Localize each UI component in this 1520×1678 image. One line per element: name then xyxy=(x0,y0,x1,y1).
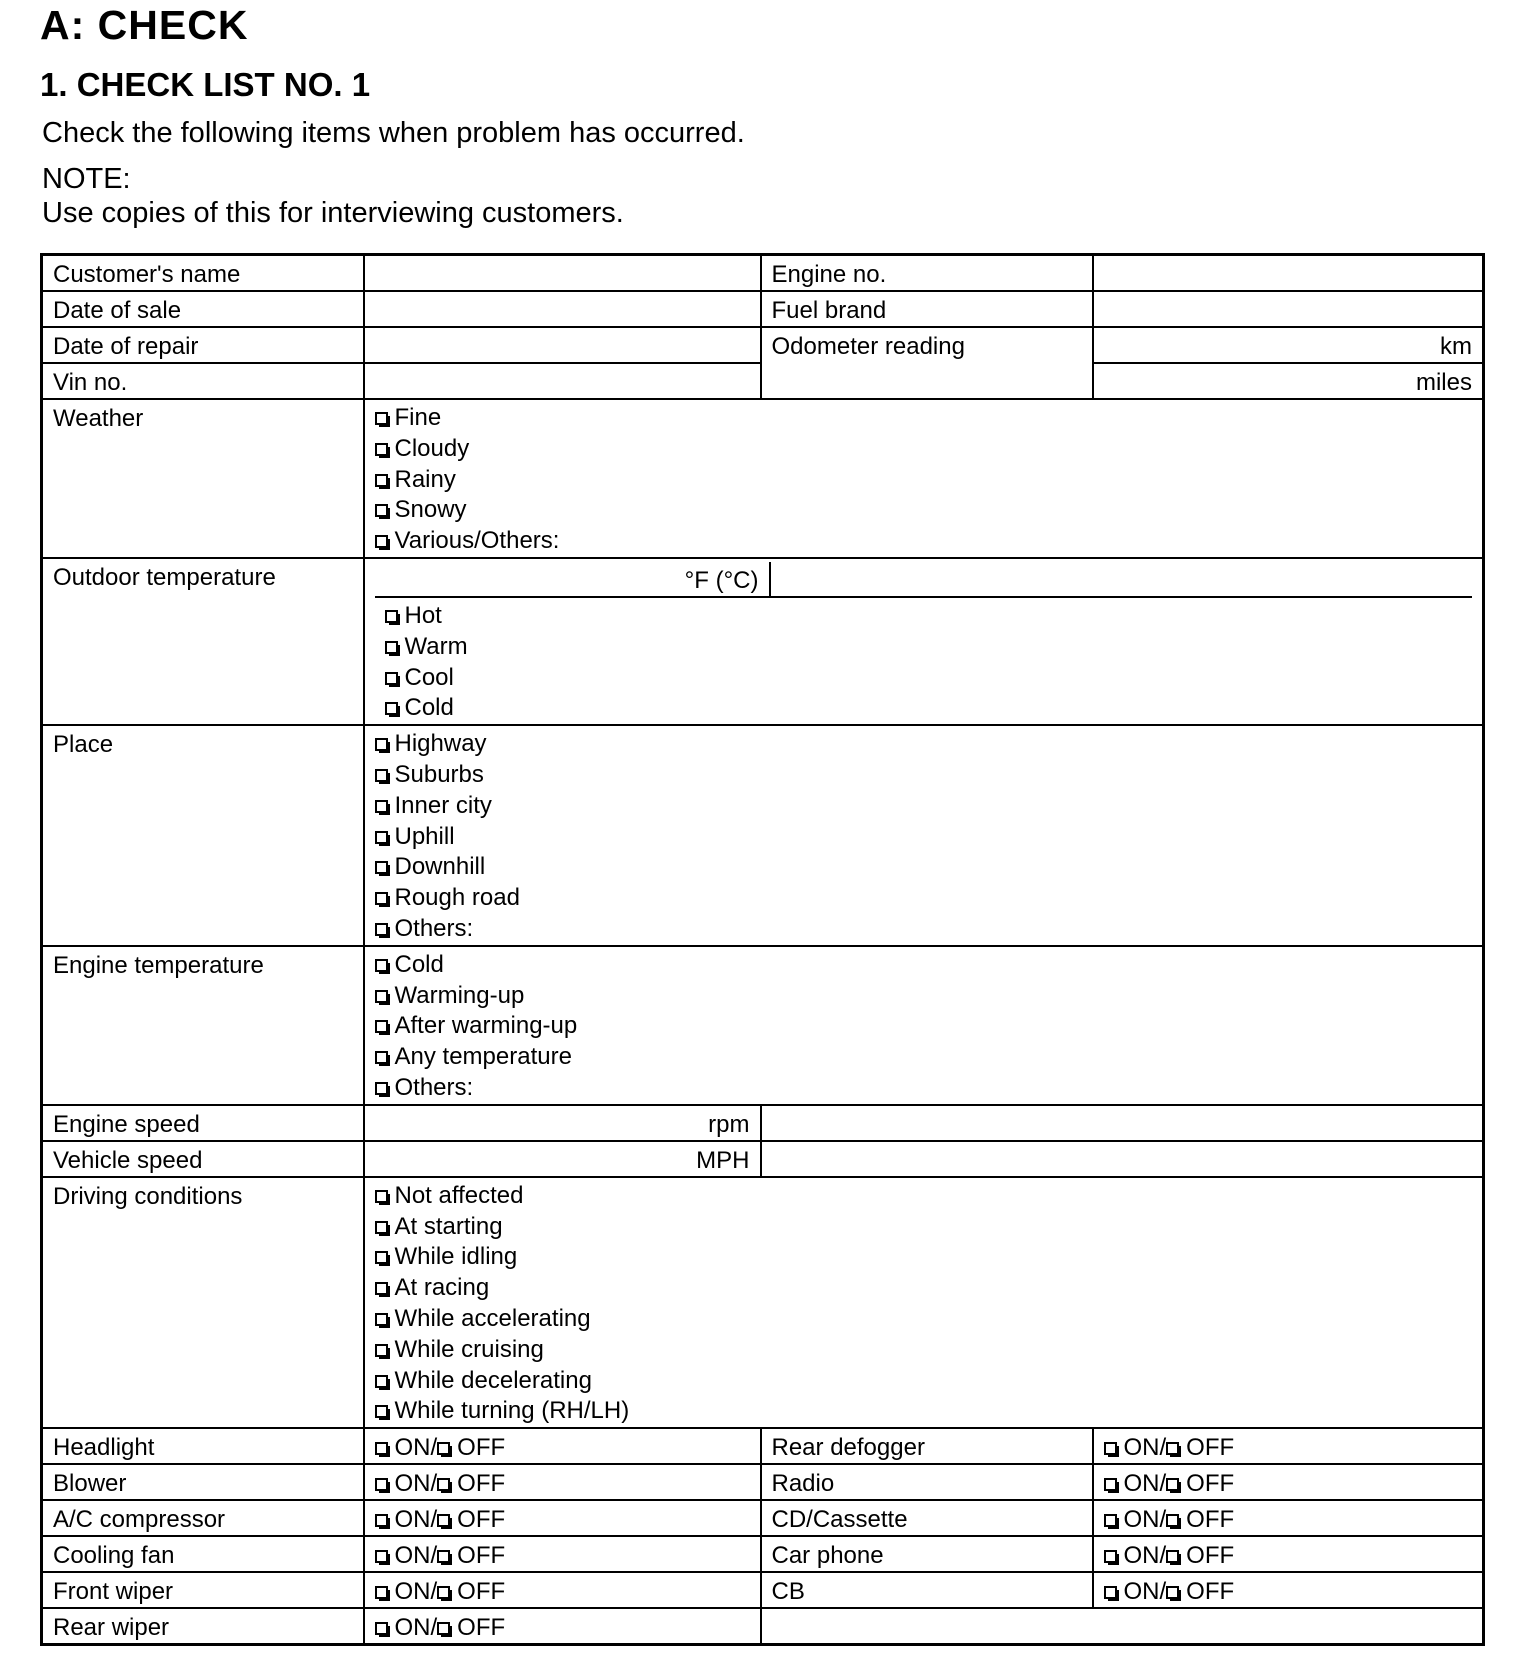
checkbox-icon[interactable] xyxy=(375,1344,388,1357)
option-label: Fine xyxy=(394,404,442,431)
checkbox-icon[interactable] xyxy=(375,769,388,782)
radio-label: Radio xyxy=(761,1464,1093,1500)
option-label: While accelerating xyxy=(394,1304,591,1332)
weather-options xyxy=(364,399,1484,558)
place-option[interactable] xyxy=(375,791,1473,822)
option-label: At racing xyxy=(394,1274,490,1302)
outdoor-temperature-blank xyxy=(770,562,1473,597)
option-label: Cold xyxy=(394,950,444,978)
vehicle-speed-label: Vehicle speed xyxy=(42,1141,364,1177)
off-label: OFF xyxy=(457,1470,506,1498)
option-label: At starting xyxy=(394,1212,503,1240)
driving-condition-option[interactable] xyxy=(375,1396,1473,1427)
checkbox-icon[interactable] xyxy=(375,892,388,905)
option-label: After warming-up xyxy=(394,1012,578,1040)
note-text: Use copies of this for interviewing customers. xyxy=(42,197,624,229)
vin-no-field[interactable] xyxy=(364,363,761,399)
on-label: ON/ xyxy=(394,1434,438,1462)
engine-temperature-option[interactable] xyxy=(375,1073,1473,1104)
on-checkbox-icon[interactable] xyxy=(375,1550,388,1563)
on-checkbox-icon[interactable] xyxy=(1104,1514,1117,1527)
checkbox-icon[interactable] xyxy=(375,1051,388,1064)
form-row-vehicle-speed xyxy=(42,1141,1484,1177)
engine-temperature-label: Engine temperature xyxy=(42,946,364,1105)
place-options xyxy=(364,725,1484,946)
vin-no-label: Vin no. xyxy=(42,363,364,399)
outdoor-temperature-options xyxy=(375,597,1473,724)
on-label: ON/ xyxy=(1123,1578,1167,1606)
checkbox-icon[interactable] xyxy=(375,738,388,751)
on-checkbox-icon[interactable] xyxy=(375,1514,388,1527)
checkbox-icon[interactable] xyxy=(375,959,388,972)
rear-wiper-on-off xyxy=(364,1608,761,1645)
option-label: Others: xyxy=(394,914,474,942)
driving-condition-option[interactable] xyxy=(375,1212,1473,1243)
driving-condition-option[interactable] xyxy=(375,1304,1473,1335)
weather-option[interactable] xyxy=(375,403,1473,434)
option-label: Cloudy xyxy=(394,434,470,462)
off-label: OFF xyxy=(1186,1506,1235,1534)
checkbox-icon[interactable] xyxy=(375,861,388,874)
option-label: Warm xyxy=(404,632,468,660)
form-row-ac-compressor xyxy=(42,1500,1484,1536)
option-label: Downhill xyxy=(394,853,486,881)
off-label: OFF xyxy=(457,1578,506,1606)
option-label: While cruising xyxy=(394,1335,544,1363)
engine-speed-label: Engine speed xyxy=(42,1105,364,1141)
instructions-text: Check the following items when problem has occurred. xyxy=(42,117,745,149)
cooling-fan-on-off xyxy=(364,1536,761,1572)
checkbox-icon[interactable] xyxy=(375,1221,388,1234)
weather-option[interactable] xyxy=(375,465,1473,496)
option-label: Others: xyxy=(394,1073,474,1101)
odometer-km-field[interactable] xyxy=(1093,327,1484,363)
off-checkbox-icon[interactable] xyxy=(437,1478,450,1491)
off-checkbox-icon[interactable] xyxy=(437,1514,450,1527)
checkbox-icon[interactable] xyxy=(375,504,388,517)
option-label: Warming-up xyxy=(394,981,525,1009)
form-row-rear-wiper xyxy=(42,1608,1484,1645)
option-label: Inner city xyxy=(394,791,492,819)
form-row-engine-speed xyxy=(42,1105,1484,1141)
form-row-place xyxy=(42,725,1484,946)
rpm-unit: rpm xyxy=(708,1110,750,1138)
off-label: OFF xyxy=(457,1434,506,1462)
off-label: OFF xyxy=(457,1542,506,1570)
customer-name-label: Customer's name xyxy=(42,255,364,292)
option-label: Uphill xyxy=(394,822,455,850)
odometer-miles-field[interactable] xyxy=(1093,363,1484,399)
checkbox-icon[interactable] xyxy=(375,990,388,1003)
odometer-reading-label: Odometer reading xyxy=(761,327,1093,399)
off-label: OFF xyxy=(457,1614,506,1642)
cd-cassette-label: CD/Cassette xyxy=(761,1500,1093,1536)
checkbox-icon[interactable] xyxy=(375,474,388,487)
driving-condition-option[interactable] xyxy=(375,1335,1473,1366)
customer-name-field[interactable] xyxy=(364,255,761,292)
checkbox-icon[interactable] xyxy=(375,831,388,844)
checkbox-icon[interactable] xyxy=(375,1375,388,1388)
temperature-option[interactable] xyxy=(385,663,1463,694)
checkbox-icon[interactable] xyxy=(375,1082,388,1095)
off-label: OFF xyxy=(1186,1542,1235,1570)
option-label: Not affected xyxy=(394,1181,524,1209)
checkbox-icon[interactable] xyxy=(375,1313,388,1326)
ac-compressor-on-off xyxy=(364,1500,761,1536)
option-label: Any temperature xyxy=(394,1043,572,1071)
outdoor-temperature-subtable xyxy=(375,562,1473,724)
checkbox-icon[interactable] xyxy=(385,610,398,623)
temperature-option[interactable] xyxy=(385,601,1463,632)
cooling-fan-label: Cooling fan xyxy=(42,1536,364,1572)
blower-on-off xyxy=(364,1464,761,1500)
form-row-repair xyxy=(42,327,1484,363)
front-wiper-on-off xyxy=(364,1572,761,1608)
form-row-cooling-fan xyxy=(42,1536,1484,1572)
on-label: ON/ xyxy=(1123,1506,1167,1534)
form-row-front-wiper xyxy=(42,1572,1484,1608)
option-label: Various/Others: xyxy=(394,527,560,555)
option-label: Suburbs xyxy=(394,760,484,788)
place-option[interactable] xyxy=(375,883,1473,914)
check-list-form xyxy=(40,253,1485,1646)
rear-wiper-label: Rear wiper xyxy=(42,1608,364,1645)
on-checkbox-icon[interactable] xyxy=(375,1586,388,1599)
on-label: ON/ xyxy=(394,1470,438,1498)
cb-label: CB xyxy=(761,1572,1093,1608)
mph-unit: MPH xyxy=(696,1146,750,1174)
off-checkbox-icon[interactable] xyxy=(1166,1550,1179,1563)
weather-option[interactable] xyxy=(375,495,1473,526)
option-label: While turning (RH/LH) xyxy=(394,1397,630,1425)
driving-condition-option[interactable] xyxy=(375,1181,1473,1212)
rear-defogger-label: Rear defogger xyxy=(761,1428,1093,1464)
temperature-unit: °F (°C) xyxy=(684,566,759,594)
checkbox-icon[interactable] xyxy=(375,1282,388,1295)
form-row-blower xyxy=(42,1464,1484,1500)
date-of-sale-field[interactable] xyxy=(364,291,761,327)
date-of-repair-field[interactable] xyxy=(364,327,761,363)
place-option[interactable] xyxy=(375,852,1473,883)
off-checkbox-icon[interactable] xyxy=(1166,1442,1179,1455)
ac-compressor-label: A/C compressor xyxy=(42,1500,364,1536)
off-label: OFF xyxy=(457,1506,506,1534)
on-checkbox-icon[interactable] xyxy=(1104,1550,1117,1563)
on-checkbox-icon[interactable] xyxy=(1104,1478,1117,1491)
checkbox-icon[interactable] xyxy=(375,1251,388,1264)
checkbox-icon[interactable] xyxy=(385,672,398,685)
form-row-outdoor-temperature xyxy=(42,558,1484,725)
on-checkbox-icon[interactable] xyxy=(375,1442,388,1455)
driving-conditions-options xyxy=(364,1177,1484,1428)
checkbox-icon[interactable] xyxy=(375,1190,388,1203)
miles-unit: miles xyxy=(1415,369,1472,396)
place-option[interactable] xyxy=(375,760,1473,791)
option-label: Highway xyxy=(394,730,487,758)
off-checkbox-icon[interactable] xyxy=(437,1442,450,1455)
checkbox-icon[interactable] xyxy=(385,702,398,715)
off-checkbox-icon[interactable] xyxy=(1166,1478,1179,1491)
off-checkbox-icon[interactable] xyxy=(437,1622,450,1635)
option-label: While decelerating xyxy=(394,1366,592,1394)
on-label: ON/ xyxy=(1123,1434,1167,1462)
radio-on-off xyxy=(1093,1464,1484,1500)
form-row-customer xyxy=(42,255,1484,292)
vehicle-speed-field[interactable] xyxy=(364,1141,761,1177)
off-checkbox-icon[interactable] xyxy=(1166,1586,1179,1599)
place-label: Place xyxy=(42,725,364,946)
temperature-option[interactable] xyxy=(385,693,1463,724)
engine-temperature-option[interactable] xyxy=(375,1011,1473,1042)
engine-temperature-option[interactable] xyxy=(375,981,1473,1012)
on-label: ON/ xyxy=(394,1578,438,1606)
place-option[interactable] xyxy=(375,914,1473,945)
checkbox-icon[interactable] xyxy=(375,923,388,936)
engine-temperature-option[interactable] xyxy=(375,950,1473,981)
headlight-label: Headlight xyxy=(42,1428,364,1464)
off-checkbox-icon[interactable] xyxy=(437,1550,450,1563)
engine-temperature-option[interactable] xyxy=(375,1042,1473,1073)
option-label: Rough road xyxy=(394,884,520,912)
cb-on-off xyxy=(1093,1572,1484,1608)
on-label: ON/ xyxy=(1123,1470,1167,1498)
km-unit: km xyxy=(1440,333,1472,360)
on-label: ON/ xyxy=(394,1506,438,1534)
checkbox-icon[interactable] xyxy=(375,412,388,425)
place-option[interactable] xyxy=(375,729,1473,760)
headlight-on-off xyxy=(364,1428,761,1464)
outdoor-temperature-label: Outdoor temperature xyxy=(42,558,364,725)
temperature-option[interactable] xyxy=(385,632,1463,663)
vehicle-speed-blank xyxy=(761,1141,1484,1177)
front-wiper-label: Front wiper xyxy=(42,1572,364,1608)
checklist-title: 1. CHECK LIST NO. 1 xyxy=(40,66,371,103)
car-phone-on-off xyxy=(1093,1536,1484,1572)
driving-condition-option[interactable] xyxy=(375,1366,1473,1397)
place-option[interactable] xyxy=(375,822,1473,853)
form-row-sale xyxy=(42,291,1484,327)
off-label: OFF xyxy=(1186,1434,1235,1462)
option-label: Rainy xyxy=(394,465,456,493)
off-label: OFF xyxy=(1186,1470,1235,1498)
weather-label: Weather xyxy=(42,399,364,558)
blower-label: Blower xyxy=(42,1464,364,1500)
on-checkbox-icon[interactable] xyxy=(1104,1442,1117,1455)
driving-conditions-label: Driving conditions xyxy=(42,1177,364,1428)
off-checkbox-icon[interactable] xyxy=(437,1586,450,1599)
option-label: Cool xyxy=(404,663,454,691)
engine-speed-blank xyxy=(761,1105,1484,1141)
weather-option[interactable] xyxy=(375,434,1473,465)
form-row-weather xyxy=(42,399,1484,558)
rear-wiper-blank xyxy=(761,1608,1484,1645)
rear-defogger-on-off xyxy=(1093,1428,1484,1464)
on-checkbox-icon[interactable] xyxy=(375,1478,388,1491)
checkbox-icon[interactable] xyxy=(385,641,398,654)
engine-no-label: Engine no. xyxy=(761,255,1093,292)
checkbox-icon[interactable] xyxy=(375,443,388,456)
form-row-driving-conditions xyxy=(42,1177,1484,1428)
on-label: ON/ xyxy=(1123,1542,1167,1570)
option-label: Snowy xyxy=(394,496,467,524)
off-label: OFF xyxy=(1186,1578,1235,1606)
driving-condition-option[interactable] xyxy=(375,1273,1473,1304)
on-label: ON/ xyxy=(394,1542,438,1570)
on-checkbox-icon[interactable] xyxy=(1104,1586,1117,1599)
engine-speed-field[interactable] xyxy=(364,1105,761,1141)
option-label: Hot xyxy=(404,601,442,629)
checkbox-icon[interactable] xyxy=(375,535,388,548)
car-phone-label: Car phone xyxy=(761,1536,1093,1572)
off-checkbox-icon[interactable] xyxy=(1166,1514,1179,1527)
engine-temperature-options xyxy=(364,946,1484,1105)
driving-condition-option[interactable] xyxy=(375,1242,1473,1273)
section-title: A: CHECK xyxy=(40,2,249,48)
date-of-sale-label: Date of sale xyxy=(42,291,364,327)
outdoor-temperature-value-field[interactable] xyxy=(375,562,770,597)
engine-no-field[interactable] xyxy=(1093,255,1484,292)
checkbox-icon[interactable] xyxy=(375,1020,388,1033)
on-label: ON/ xyxy=(394,1614,438,1642)
checkbox-icon[interactable] xyxy=(375,800,388,813)
on-checkbox-icon[interactable] xyxy=(375,1622,388,1635)
checkbox-icon[interactable] xyxy=(375,1405,388,1418)
date-of-repair-label: Date of repair xyxy=(42,327,364,363)
weather-option[interactable] xyxy=(375,526,1473,557)
option-label: While idling xyxy=(394,1243,518,1271)
fuel-brand-field[interactable] xyxy=(1093,291,1484,327)
form-row-engine-temperature xyxy=(42,946,1484,1105)
form-row-headlight xyxy=(42,1428,1484,1464)
cd-cassette-on-off xyxy=(1093,1500,1484,1536)
option-label: Cold xyxy=(404,694,454,722)
note-label: NOTE: xyxy=(42,163,131,195)
outdoor-temperature-cell xyxy=(364,558,1484,725)
fuel-brand-label: Fuel brand xyxy=(761,291,1093,327)
